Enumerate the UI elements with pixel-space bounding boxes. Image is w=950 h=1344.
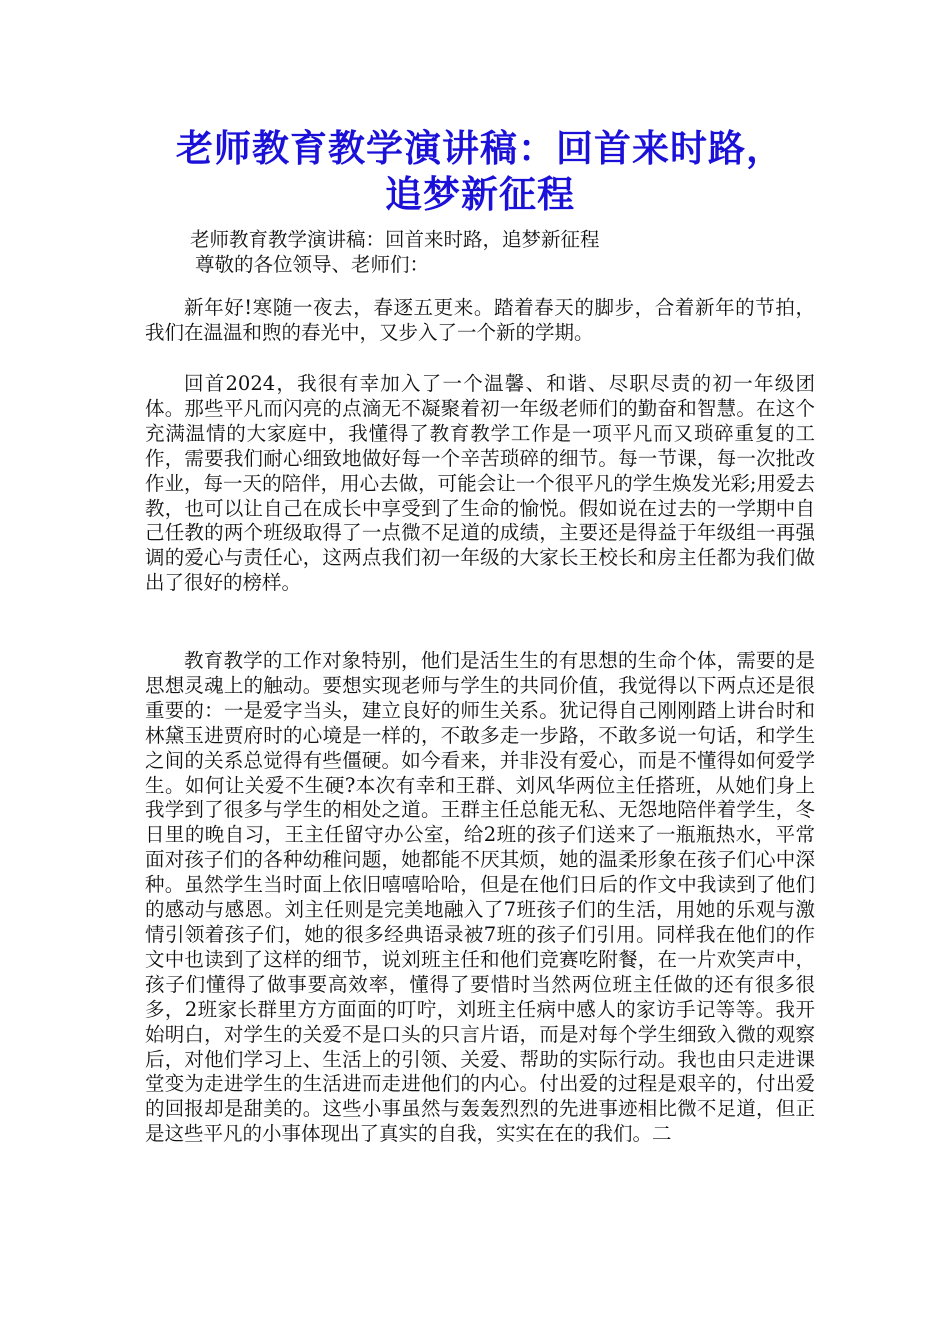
title-line-1: 老师教育教学演讲稿：回首来时路， xyxy=(176,127,784,170)
salutation: 尊敬的各位领导、老师们： xyxy=(195,253,430,276)
document-title xyxy=(140,126,820,218)
paragraph-1: 新年好!寒随一夜去，春逐五更来。踏着春天的脚步，合着新年的节拍，我们在温温和煦的春光中，又步入了一个新的学期。 xyxy=(145,296,815,344)
paragraph-2: 回首2024，我很有幸加入了一个温馨、和谐、尽职尽责的初一年级团体。那些平凡而闪亮的点滴无不凝聚着初一年级老师们的勤奋和智慧。在这个充满温情的大家庭中，我懂得了教育教学工作是一项平凡而又琐碎重复的工作，需要我们耐心细致地做好每一个辛苦琐碎的细节。每一节课，每一次批改作业，每一天的陪伴，用心去做，可能会让一个很平凡的学生焕发光彩;用爱去教，也可以让自己在成长中享受到了生命的愉悦。假如说在过去的一学期中自己任教的两个班级取得了一点微不足道的成绩，主要还是得益于年级组一再强调的爱心与责任心，这两点我们初一年级的大家长王校长和房主任都为我们做出了很好的榜样。 xyxy=(145,372,815,595)
paragraph-3: 教育教学的工作对象特别，他们是活生生的有思想的生命个体，需要的是思想灵魂上的触动。要想实现老师与学生的共同价值，我觉得以下两点还是很重要的：一是爱字当头，建立良好的师生关系。犹记得自己刚刚踏上讲台时和林黛玉进贾府时的心境是一样的，不敢多走一步路，不敢多说一句话，和学生之间的关系总觉得有些僵硬。如今看来，并非没有爱心，而是不懂得如何爱学生。如何让关爱不生硬?本次有幸和王群、刘风华两位主任搭班，从她们身上我学到了很多与学生的相处之道。王群主任总能无私、无怨地陪伴着学生，冬日里的晚自习，王主任留守办公室，给2班的孩子们送来了一瓶瓶热水，平常面对孩子们的各种幼稚问题，她都能不厌其烦，她的温柔形象在孩子们心中深种。虽然学生当时面上依旧嘻嘻哈哈，但是在他们日后的作文中我读到了他们的感动与感恩。刘主任则是完美地融入了7班孩子们的生活，用她的乐观与激情引领着孩子们，她的很多经典语录被7班的孩子们引用。同样我在他们的作文中也读到了这样的细节，说刘班主任和他们竞赛吃附餐，在一片欢笑声中，孩子们懂得了做事要高效率，懂得了要惜时当然两位班主任做的还有很多很多，2班家长群里方方面面的叮咛，刘班主任病中感人的家访手记等等。我开始明白，对学生的关爱不是口头的只言片语，而是对每个学生细致入微的观察后，对他们学习上、生活上的引领、关爱、帮助的实际行动。我也由只走进课堂变为走进学生的生活进而走进他们的内心。付出爱的过程是艰辛的，付出爱的回报却是甜美的。这些小事虽然与轰轰烈烈的先进事迹相比微不足道，但正是这些平凡的小事体现出了真实的自我，实实在在的我们。二 xyxy=(145,649,815,1146)
subtitle: 老师教育教学演讲稿：回首来时路，追梦新征程 xyxy=(190,228,600,251)
title-line-2: 追梦新征程 xyxy=(385,173,575,216)
